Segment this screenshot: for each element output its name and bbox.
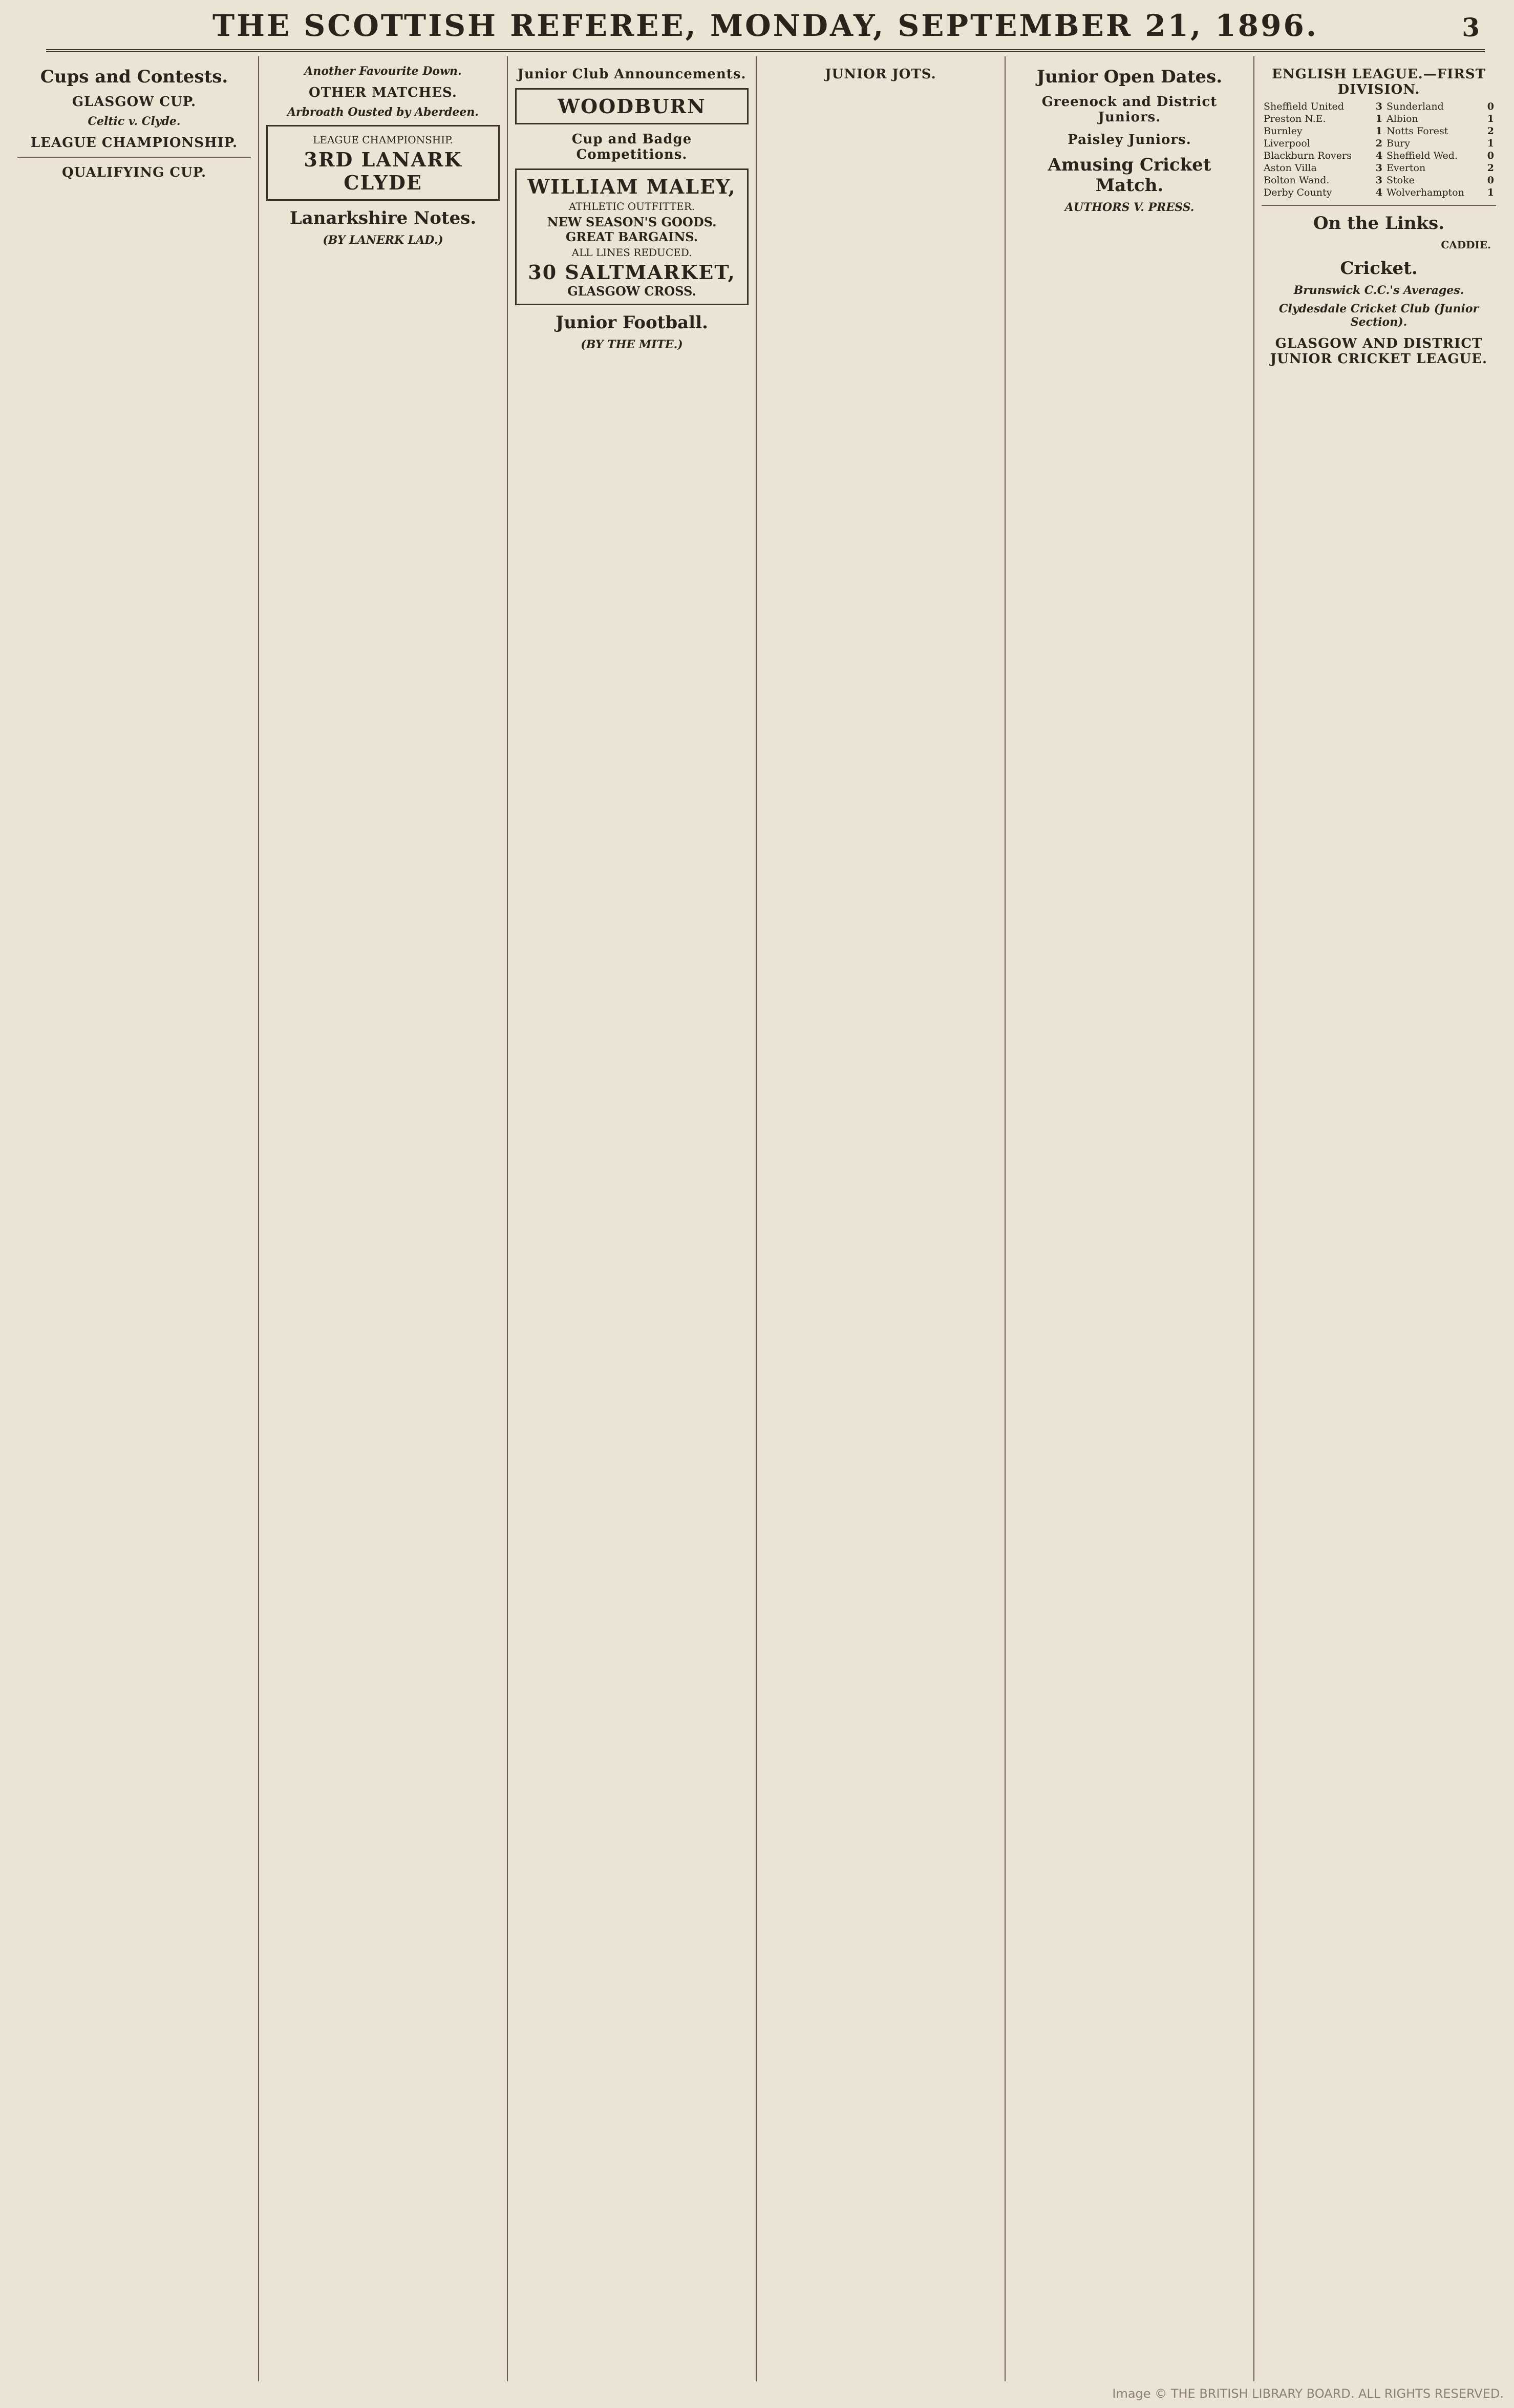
table-row <box>1262 162 1496 174</box>
heading-authors-v-press: AUTHORS V. PRESS. <box>1064 201 1195 214</box>
heading-qualifying-cup: QUALIFYING CUP. <box>61 165 206 180</box>
heading-on-the-links: On the Links. <box>1313 213 1445 234</box>
team-score: 1 <box>1487 187 1494 198</box>
team-score: 3 <box>1375 162 1382 174</box>
column-2 <box>259 56 508 2381</box>
team-score: 2 <box>1487 125 1494 137</box>
team-name: Liverpool <box>1264 138 1310 149</box>
heading-cricket: Cricket. <box>1340 258 1418 279</box>
ad-line: LEAGUE CHAMPIONSHIP. <box>313 134 453 146</box>
team-name: Blackburn Rovers <box>1264 150 1352 161</box>
byline-lanerk-lad: (BY LANERK LAD.) <box>323 234 443 247</box>
team-name: Derby County <box>1264 187 1332 198</box>
heading-amusing-cricket-match: Amusing Cricket Match. <box>1048 155 1211 196</box>
heading-paisley-juniors: Paisley Juniors. <box>1068 132 1191 147</box>
ad-maley-name: WILLIAM MALEY, <box>527 175 736 198</box>
team-name: Albion <box>1386 113 1418 124</box>
columns <box>10 56 1505 2381</box>
team-name: Notts Forest <box>1386 125 1448 137</box>
english-league-results <box>1262 100 1496 199</box>
ad-maley-goods: NEW SEASON'S GOODS. <box>547 215 717 229</box>
heading-celtic-v-clyde: Celtic v. Clyde. <box>88 115 181 128</box>
heading-arbroath-ousted: Arbroath Ousted by Aberdeen. <box>287 105 479 119</box>
team-score: 1 <box>1487 113 1494 124</box>
heading-league-championship: LEAGUE CHAMPIONSHIP. <box>30 135 238 151</box>
ad-team-third-lanark: 3RD LANARK <box>304 148 462 171</box>
column-5 <box>1006 56 1254 2381</box>
ad-team-clyde: CLYDE <box>344 171 422 194</box>
team-name: Bolton Wand. <box>1264 175 1330 186</box>
team-name: Sunderland <box>1386 101 1444 112</box>
ad-maley-cross: GLASGOW CROSS. <box>567 284 696 299</box>
divider <box>17 157 251 158</box>
heading-clydesdale-junior: Clydesdale Cricket Club (Junior Section). <box>1278 302 1479 329</box>
table-row <box>1262 186 1496 199</box>
heading-greenock-juniors: Greenock and District Juniors. <box>1041 94 1218 125</box>
league-championship-ad <box>266 125 500 201</box>
team-score: 3 <box>1375 101 1382 112</box>
masthead <box>46 5 1485 52</box>
team-score: 4 <box>1375 150 1382 161</box>
team-name: Everton <box>1386 162 1426 174</box>
heading-glasgow-junior-cricket-league: GLASGOW AND DISTRICT JUNIOR CRICKET LEAGUE. <box>1270 336 1488 367</box>
table-row <box>1262 113 1496 125</box>
divider <box>1262 205 1496 206</box>
ad-maley-address: 30 SALTMARKET, <box>528 261 736 284</box>
william-maley-ad <box>515 168 749 305</box>
ad-maley-trade: ATHLETIC OUTFITTER. <box>568 200 695 213</box>
column-3 <box>508 56 757 2381</box>
heading-lanarkshire-notes: Lanarkshire Notes. <box>289 208 477 228</box>
table-row <box>1262 125 1496 137</box>
column-4 <box>757 56 1006 2381</box>
team-name: Stoke <box>1386 175 1415 186</box>
team-name: Sheffield United <box>1264 101 1344 112</box>
heading-other-matches: OTHER MATCHES. <box>309 85 457 100</box>
team-score: 2 <box>1375 138 1382 149</box>
page-number: 3 <box>1462 12 1480 43</box>
ad-maley-reduced: ALL LINES REDUCED. <box>571 246 692 259</box>
heading-junior-open-dates: Junior Open Dates. <box>1036 67 1223 87</box>
column-6 <box>1254 56 1503 2381</box>
team-score: 0 <box>1487 101 1494 112</box>
byline-the-mite: (BY THE MITE.) <box>581 338 683 351</box>
heading-brunswick-averages: Brunswick C.C.'s Averages. <box>1293 284 1464 297</box>
table-row <box>1262 137 1496 150</box>
team-score: 1 <box>1375 125 1382 137</box>
masthead-title: THE SCOTTISH REFEREE, MONDAY, SEPTEMBER 21, 1896. <box>212 8 1319 43</box>
team-name: Burnley <box>1264 125 1303 137</box>
team-name: Preston N.E. <box>1264 113 1326 124</box>
team-score: 0 <box>1487 150 1494 161</box>
image-credit: Image © THE BRITISH LIBRARY BOARD. ALL RIGHTS RESERVED. <box>1112 2386 1504 2401</box>
heading-cups-and-contests: Cups and Contests. <box>40 67 228 87</box>
ad-maley-bargains: GREAT BARGAINS. <box>565 229 698 244</box>
woodburn-ad <box>515 88 749 124</box>
heading-junior-club-announcements: Junior Club Announcements. <box>517 67 747 82</box>
team-name: Wolverhampton <box>1386 187 1464 198</box>
team-score: 1 <box>1487 138 1494 149</box>
team-name: Sheffield Wed. <box>1386 150 1458 161</box>
team-score: 3 <box>1375 175 1382 186</box>
table-row <box>1262 150 1496 162</box>
heading-cup-and-badge: Cup and Badge Competitions. <box>571 132 692 162</box>
table-row <box>1262 100 1496 113</box>
ad-woodburn: WOODBURN <box>558 95 706 118</box>
team-score: 4 <box>1375 187 1382 198</box>
team-name: Aston Villa <box>1264 162 1317 174</box>
team-score: 1 <box>1375 113 1382 124</box>
team-score: 0 <box>1487 175 1494 186</box>
heading-junior-football: Junior Football. <box>556 312 708 333</box>
table-row <box>1262 174 1496 186</box>
heading-english-league: ENGLISH LEAGUE.—FIRST DIVISION. <box>1272 67 1486 97</box>
heading-junior-jots: JUNIOR JOTS. <box>825 67 936 82</box>
column-1 <box>10 56 259 2381</box>
team-name: Bury <box>1386 138 1410 149</box>
byline-caddie: CADDIE. <box>1441 239 1491 251</box>
team-score: 2 <box>1487 162 1494 174</box>
heading-another-favourite-down: Another Favourite Down. <box>304 65 462 78</box>
heading-glasgow-cup: GLASGOW CUP. <box>72 94 197 110</box>
